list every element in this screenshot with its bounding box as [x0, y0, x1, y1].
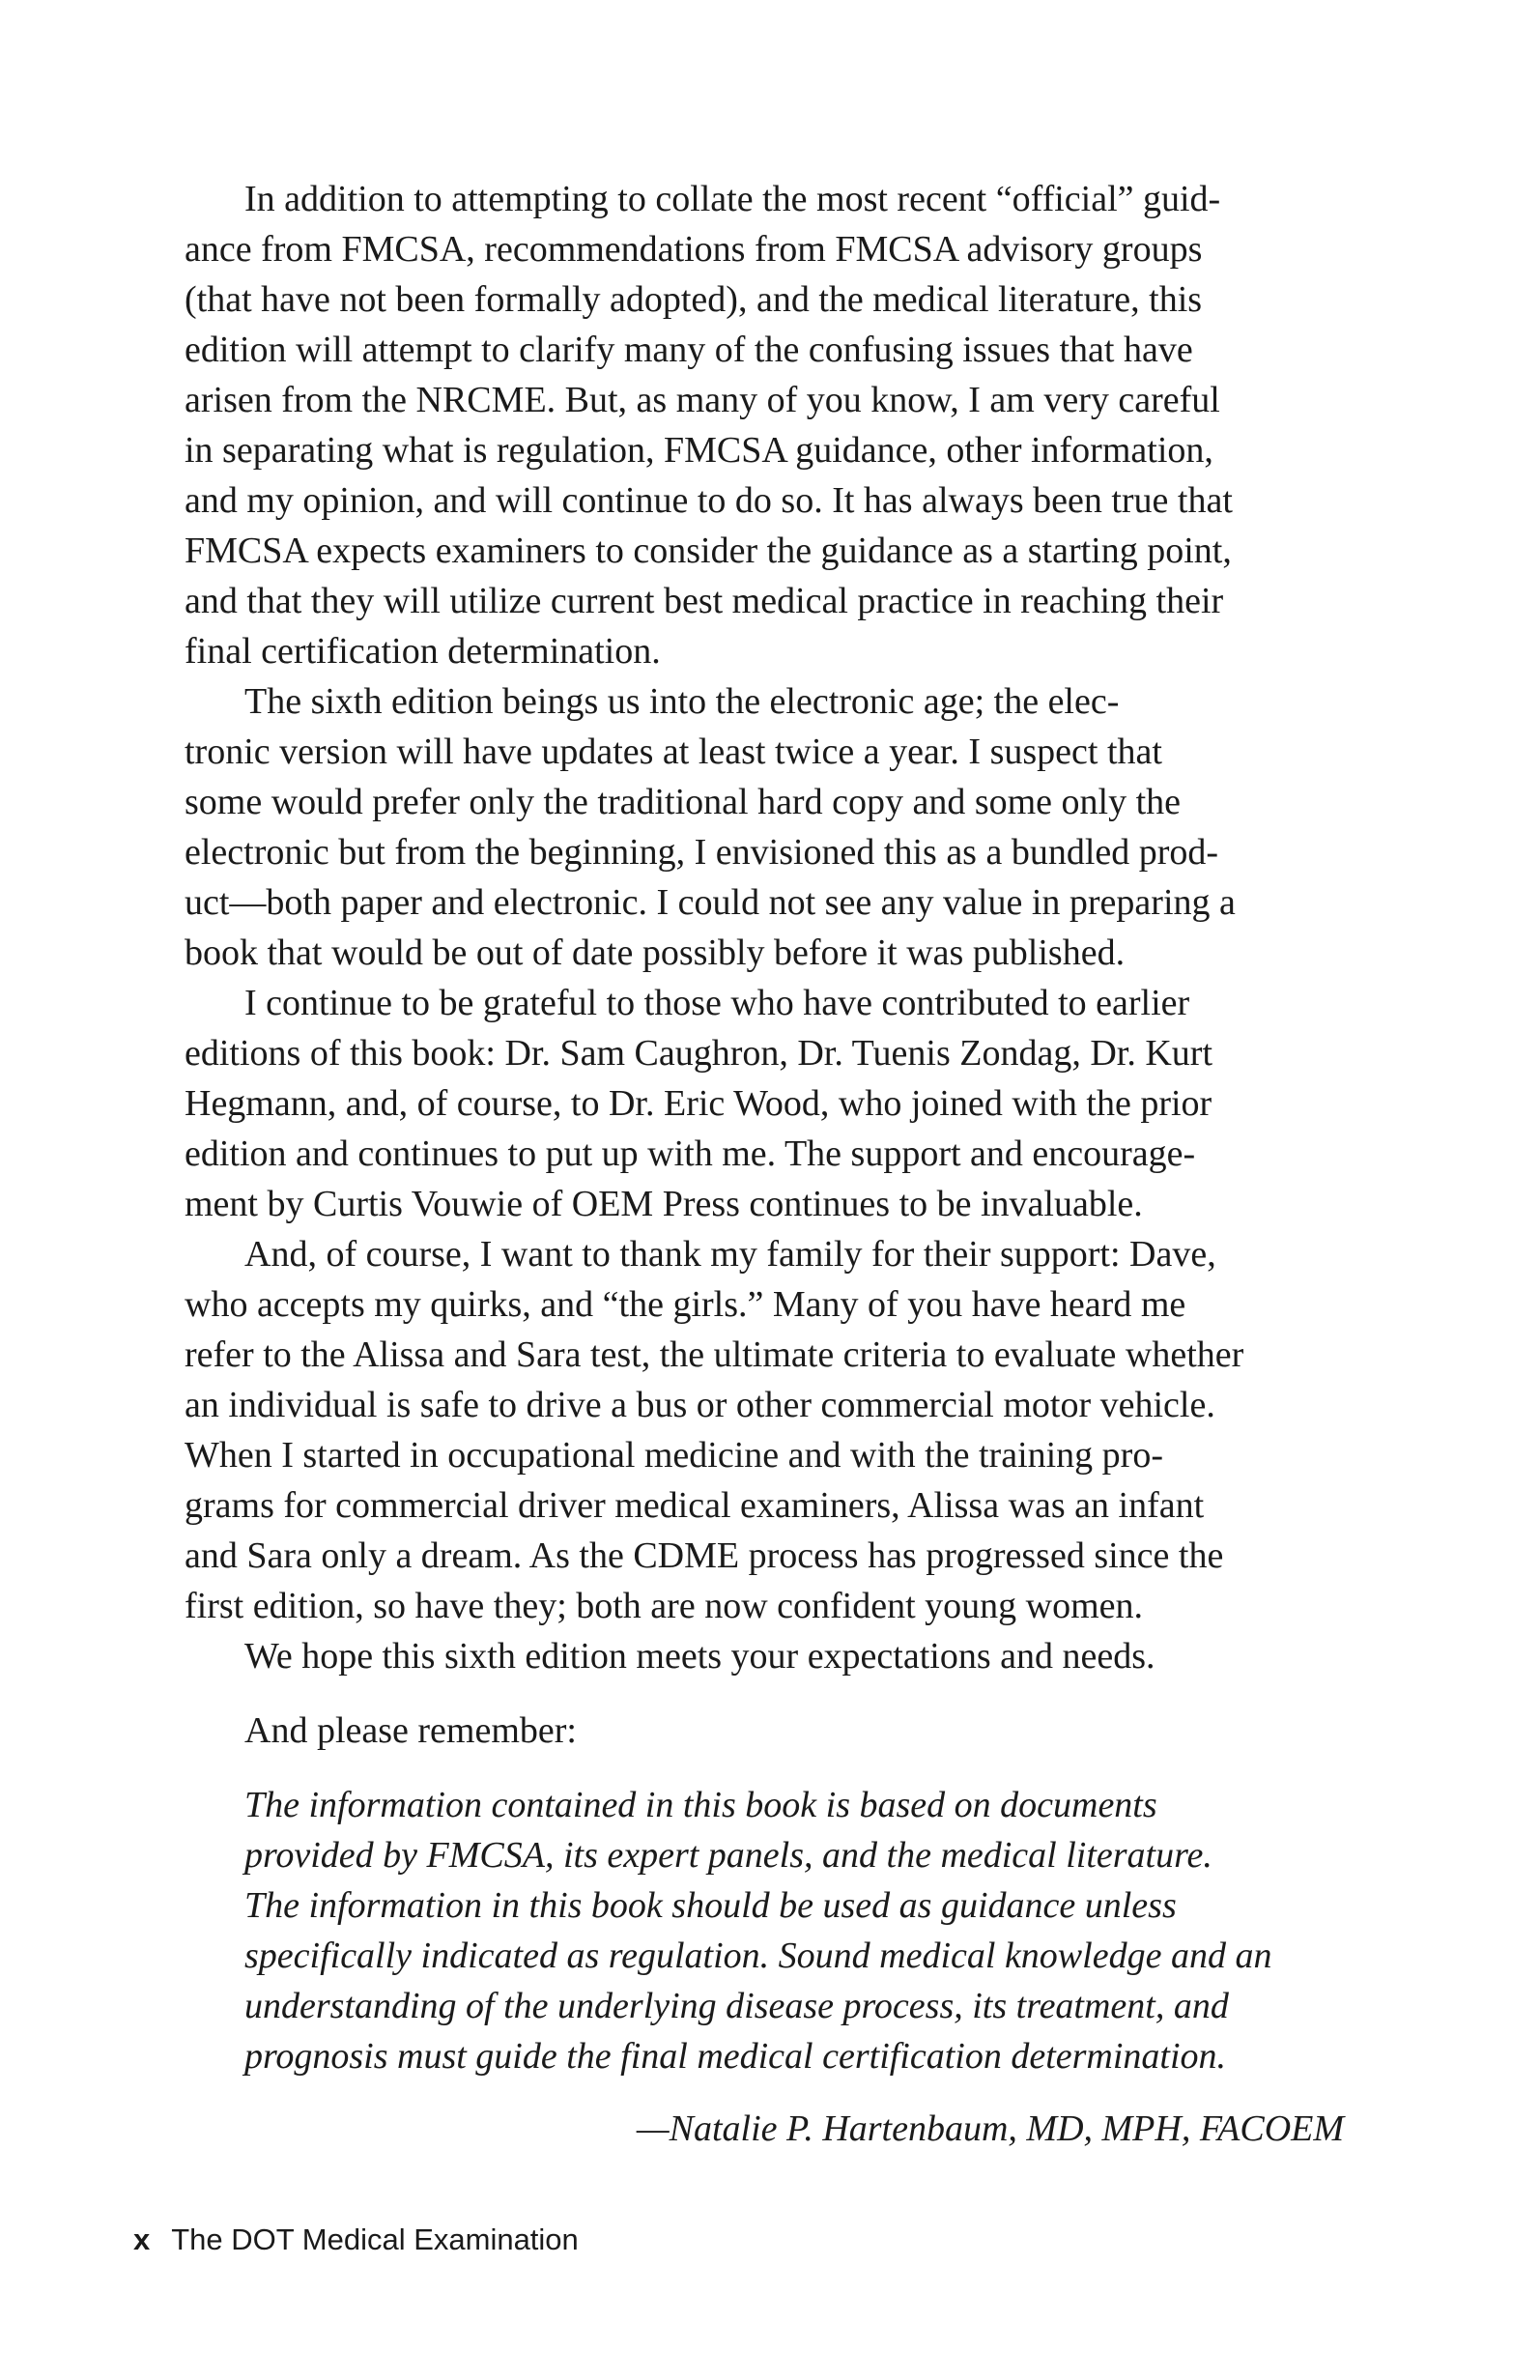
text-line: in separating what is regulation, FMCSA guidance, other information,	[185, 430, 1213, 471]
text-line: final certification determination.	[185, 631, 661, 672]
text-line: FMCSA expects examiners to consider the guidance as a starting point,	[185, 530, 1232, 571]
text-line: The sixth edition beings us into the electronic age; the elec-	[244, 681, 1120, 722]
text-line: first edition, so have they; both are now confident young women.	[185, 1586, 1144, 1626]
author-signature: —Natalie P. Hartenbaum, MD, MPH, FACOEM	[636, 2108, 1344, 2149]
text-line: edition will attempt to clarify many of the confusing issues that have	[185, 330, 1193, 370]
text-line: ment by Curtis Vouwie of OEM Press continues to be invaluable.	[185, 1184, 1143, 1224]
quote-line: The information in this book should be used as guidance unless	[244, 1885, 1177, 1926]
text-line: arisen from the NRCME. But, as many of you know, I am very careful	[185, 380, 1220, 420]
quote-line: understanding of the underlying disease process, its treatment, and	[244, 1986, 1229, 2026]
text-line: ance from FMCSA, recommendations from FMCSA advisory groups	[185, 229, 1203, 270]
text-line: and my opinion, and will continue to do so. It has always been true that	[185, 480, 1233, 521]
text-line: Hegmann, and, of course, to Dr. Eric Wood, who joined with the prior	[185, 1083, 1212, 1124]
text-line: book that would be out of date possibly before it was published.	[185, 932, 1126, 973]
text-line: and Sara only a dream. As the CDME process has progressed since the	[185, 1535, 1224, 1576]
text-line: In addition to attempting to collate the most recent “official” guid-	[244, 179, 1221, 219]
quote-line: provided by FMCSA, its expert panels, and the medical literature.	[244, 1835, 1212, 1876]
paragraph-2	[185, 676, 1344, 978]
text-line: And, of course, I want to thank my family for their support: Dave,	[244, 1234, 1216, 1275]
text-line: (that have not been formally adopted), and the medical literature, this	[185, 279, 1203, 320]
text-line: refer to the Alissa and Sara test, the ultimate criteria to evaluate whether	[185, 1334, 1244, 1375]
page-number: x	[133, 2222, 151, 2256]
running-title: The DOT Medical Examination	[171, 2222, 579, 2256]
text-line: an individual is safe to drive a bus or other commercial motor vehicle.	[185, 1385, 1215, 1425]
quote-line: The information contained in this book is based on documents	[244, 1785, 1157, 1825]
quote-line: prognosis must guide the final medical certification determination.	[244, 2036, 1227, 2077]
page-footer	[133, 2222, 579, 2257]
text-line: some would prefer only the traditional hard copy and some only the	[185, 782, 1182, 822]
text-line: uct—both paper and electronic. I could not see any value in preparing a	[185, 882, 1236, 923]
text-line: editions of this book: Dr. Sam Caughron, Dr. Tuenis Zondag, Dr. Kurt	[185, 1033, 1212, 1074]
text-line: tronic version will have updates at least twice a year. I suspect that	[185, 731, 1162, 772]
paragraph-1	[185, 174, 1344, 676]
body-text	[185, 174, 1344, 2154]
closing-line: And please remember:	[244, 1710, 577, 1751]
text-line: When I started in occupational medicine and with the training pro-	[185, 1435, 1163, 1476]
text-line: edition and continues to put up with me. The support and encourage-	[185, 1133, 1196, 1174]
text-line: We hope this sixth edition meets your expectations and needs.	[244, 1636, 1155, 1677]
text-line: who accepts my quirks, and “the girls.” Many of you have heard me	[185, 1284, 1186, 1325]
quote-line: specifically indicated as regulation. Sound medical knowledge and an	[244, 1936, 1272, 1976]
italic-quote	[185, 1780, 1344, 2081]
text-line: grams for commercial driver medical examiners, Alissa was an infant	[185, 1485, 1205, 1526]
paragraph-4	[185, 1229, 1344, 1631]
text-line: electronic but from the beginning, I envisioned this as a bundled prod-	[185, 832, 1219, 873]
text-line: and that they will utilize current best medical practice in reaching their	[185, 581, 1224, 621]
paragraph-3	[185, 978, 1344, 1229]
text-line: I continue to be grateful to those who have contributed to earlier	[244, 983, 1190, 1023]
paragraph-5	[185, 1631, 1344, 1681]
